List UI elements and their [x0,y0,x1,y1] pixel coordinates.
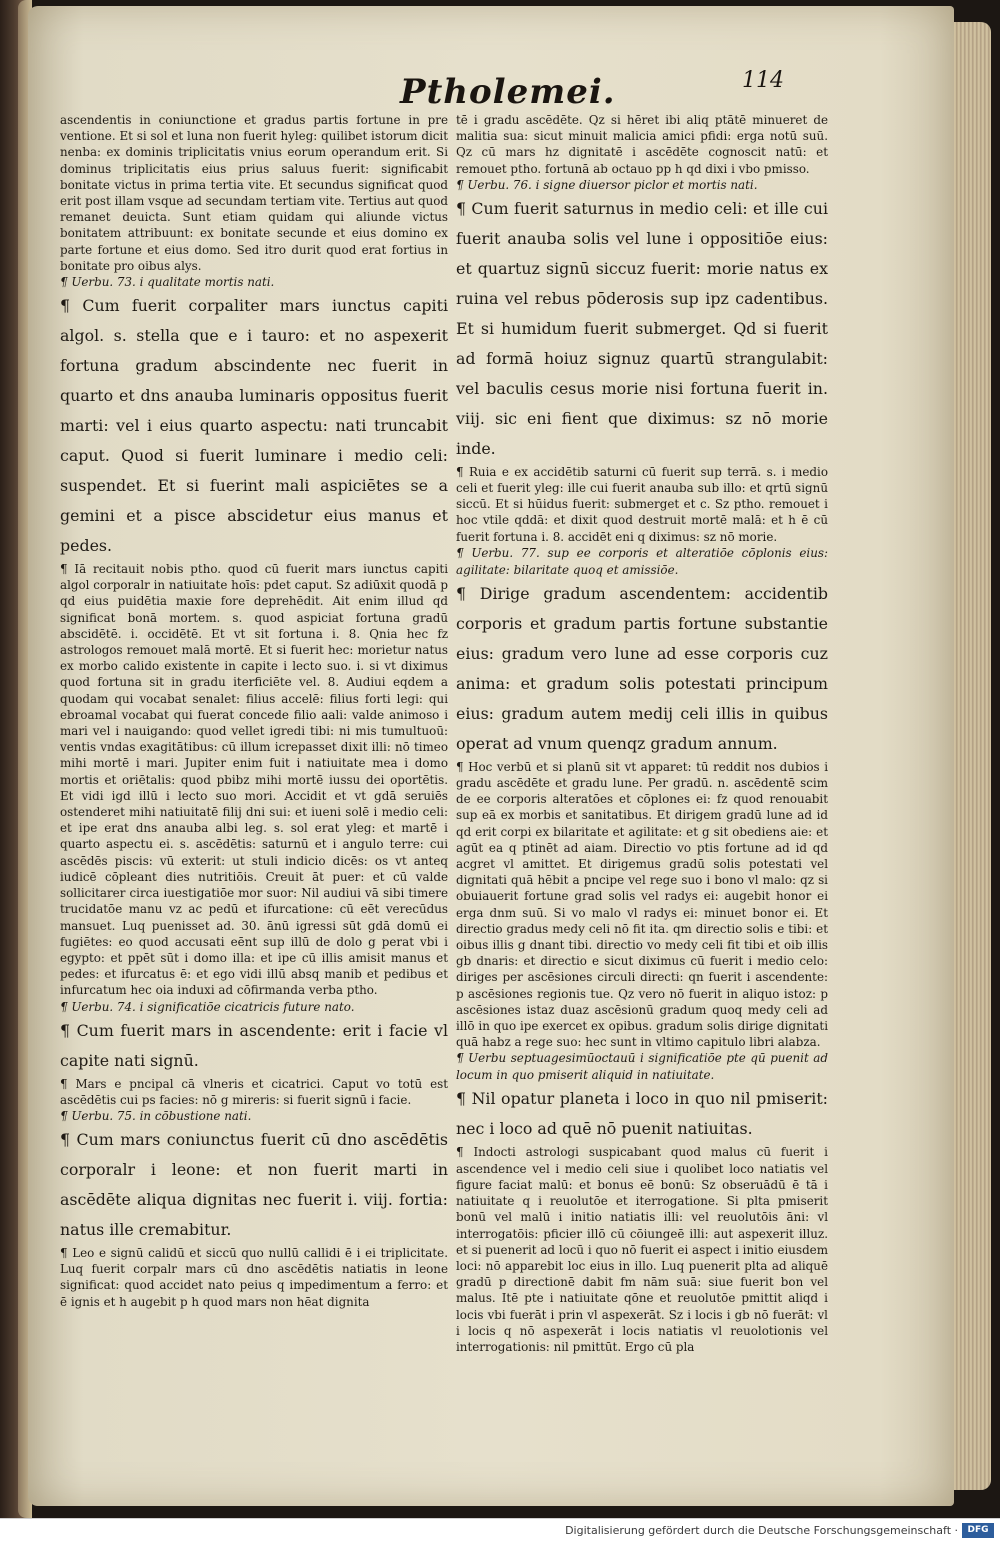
left-column-paragraph-9: ¶ Leo e signū calidū et siccū quo nullū callidi ē i ei triplicitate. Luq fuerit corpalr mars cū dno ascēdētis natiatis in leone significat: quod accidet nato peius q impedimentum a ferro: et ē ignis et h augebit p h quod mars non hēat dignita [60,1245,448,1309]
right-column-paragraph-6: ¶ Hoc verbū et si planū sit vt apparet: tū reddit nos dubios i gradu ascēdēte et gradu lune. Per gradū. n. ascēdentē scim de ee corporis alteratōes et cōplones ei: fz quod renouabit sup eā ex morbis et sanitatibus. Et dirigem gradū lune ad id qd erit corpi ex bilaritate et agilitate: et g sit obediens aie: et agūt ea q ptinēt ad aiam. Directio vo ptis fortune ad id qd acgret vl amittet. Et dirigemus gradū solis potestati vel dignitati quā hēbit a pncipe vel rege suo i bono vl malo: qz si obuiauerit fortune grad solis vel radys ei: augebit honor ei erga dnm suū. Si vo malo vl radys ei: minuet bonor ei. Et directio gradus medy celi nō fit ita. qm directio solis e tibi: et oibus illis g dnant tibi. directio vo medy celi fit tibi et oib illis gb dnaris: et directio e sicut diximus cū fuerit i medio celo: diriges per ascēsiones circuli directi: qn fuerit i ascendente: p ascēsiones regionis tue. Qz vero nō fuerit in aliquo istoz: p ascēsiones istaz duaz ascēsionū gradum quoq medy celi ad illō in quo ipe exercet ex opibus. gradum solis dirige dignitati quā habz a rege suo: hec sunt in vltimo capitulo libri alabza. [456,759,828,1050]
left-column-paragraph-8: ¶ Cum mars coniunctus fuerit cū dno ascēdētis corporalr i leone: et non fuerit marti in ascēdēte aliqua dignitas nec fuerit i. viij. fortia: natus ille cremabitur. [60,1129,448,1239]
right-column [456,112,828,1354]
right-column-heading-1: ¶ Uerbu. 76. i signe diuersor piclor et mortis nati. [456,177,758,192]
left-column-paragraph-5: ¶ Cum fuerit mars in ascendente: erit i facie vl capite nati signū. [60,1020,448,1070]
right-column-heading-7: ¶ Uerbu septuagesimūoctauū i significatiōe pte qū puenit ad locum in quo pmiserit aliquid in natiuitate. [456,1051,828,1083]
page-edges [953,22,991,1490]
right-column-paragraph-8: ¶ Nil opatur planeta i loco in quo nil pmiserit: nec i loco ad quē nō puenit natiuitas. [456,1089,828,1139]
left-column-paragraph-6: ¶ Mars e pncipal cā vlneris et cicatrici. Caput vo totū est ascēdētis cui ps facies: nō g mireris: si fuerit signū i facie. [60,1076,448,1107]
dfg-logo: DFG [962,1523,994,1538]
footer-bar [0,1518,1000,1543]
left-column-heading-1: ¶ Uerbu. 73. i qualitate mortis nati. [60,275,275,290]
left-column [60,112,448,1322]
left-column-heading-7: ¶ Uerbu. 75. in cōbustione nati. [60,1108,252,1123]
left-column-heading-4: ¶ Uerbu. 74. i significatiōe cicatricis future nato. [60,999,355,1014]
footer-credit: Digitalisierung gefördert durch die Deutsche Forschungsgemeinschaft · [565,1524,958,1537]
folio-number: 114 [742,68,784,93]
running-head: Ptholemei. [400,72,616,112]
right-column-paragraph-9: ¶ Indocti astrologi suspicabant quod malus cū fuerit i ascendence vel i medio celi siue i quolibet loco natiatis vel figure faciat malū: et bonus eē bonū: Sz obseruādū ē tā i natiuitate q i reuolutōe et iterrogatione. Si plta pmiserit bonū vel malū i initio natiatis illi: vel reuolutōis āni: vl interrogatōis: pficier illō cū cōiungeē illi: aut aspexerit illuz. et si puenerit ad locū i quo nō fuerit ei aspect i initio eiusdem loci: nō apparebit loc eius in illo. Luq puenerit plta ad aliquē gradū p directionē dabit fm nām suā: siue fuerit bon vel malus. Itē pte i natiuitate qōne et reuolutōe pmittit aliqd i locis vbi fuerāt i prin vl aspexerāt. Sz i locis i gb nō fuerāt: vl i locis q nō aspexerāt i locis natiatis vl reuolotionis vel interrogationis: nil pmittūt. Ergo cū pla [456,1145,828,1354]
left-column-paragraph-2: ¶ Cum fuerit corpaliter mars iunctus capiti algol. s. stella que e i tauro: et no aspexerit fortuna gradum abscindente nec fuerit in quarto et dns anauba luminaris oppositus fuerit marti: vel i eius quarto aspectu: nati truncabit caput. Quod si fuerit luminare i medio celi: suspendet. Et si fuerint mali aspiciētes se a gemini et a pisce abscidetur eius manus et pedes. [60,296,448,556]
right-column-heading-4: ¶ Uerbu. 77. sup ee corporis et alteratiōe cōplonis eius: agilitate: bilaritate quoq et amissiōe. [456,545,828,577]
right-column-paragraph-3: ¶ Ruia e ex accidētib saturni cū fuerit sup terrā. s. i medio celi et fuerit yleg: ille cui fuerit anauba sub illo: et qrtū signū siccū. Et si hūidus fuerit: submerget et c. Sz ptho. remouet i hoc vtile qddā: et dixit quod destruit mortē malā: et h ē cū fuerit fortuna i. 8. accidēt eni q diximus: sz nō morie. [456,464,828,544]
right-column-paragraph-5: ¶ Dirige gradum ascendentem: accidentib corporis et gradum partis fortune substantie eius: gradum vero lune ad esse corporis cuz anima: et gradum solis potestati principum eius: gradum autem medij celi illis in quibus operat ad vnum quenqz gradum annum. [456,583,828,753]
right-column-paragraph-2: ¶ Cum fuerit saturnus in medio celi: et ille cui fuerit anauba solis vel lune i oppositiōe eius: et quartuz signū siccuz fuerit: morie natus ex ruina vel rebus pōderosis sup ipz cadentibus. Et si humidum fuerit submerget. Qd si fuerit ad formā hoiuz signuz quartū strangulabit: vel baculis cesus morie nisi fortuna fuerit in. viij. sic eni fient que diximus: sz nō morie inde. [456,198,828,458]
left-column-paragraph-3: ¶ Iā recitauit nobis ptho. quod cū fuerit mars iunctus capiti algol corporalr in natiuitate hoīs: pdet caput. Sz adiūxit quodā p qd eius puidētia maxie fore deprehēdit. Ait enim illud qd significat bonā mortem. s. quod aspiciat fortuna gradū abscidētē. i. occidētē. Et vt sit fortuna i. 8. Qnia hec fz astrologos remouet malā mortē. Et si fuerit hec: morietur natus ex morbo calido existente in capite i lecto suo. i. si vt diximus quod fortuna sit in gradu iterficiēte vel. 8. Audiui eqdem a quodam qui vocabat senalet: filius accelē: filius forti legi: qui ebroamal vocabat qui fuerat concede filio aali: valde animoso i mari vel i nauigando: quod vellet igredi tibi: ni mis tumultuoū: ventis vndas exagitātibus: cū illum icrepasset dixit illi: nō timeo mihi mortē i mari. Jupiter enim fuit i natiuitate mea i domo mortis et oriētalis: quod pbibz mihi mortē iussu dei oportētis. Et vidi igd illū i lecto suo mori. Accidit et vt gdā seruiēs ostenderet mihi natiuitatē filij dni sui: et iueni solē i medio celi: et ipe erat dns anauba albi leg. s. sol erat yleg: et martē i quarto aspectu ei. s. ascēdētis: saturnū et i angulo terre: cui ascēdēs piscis: vū exterit: ut stuli indicio dicēs: os vt anteq iudicē cōpleant dies nutritiōis. Creuit āt puer: et cū valde sollicitarer circa iuestigatiōe mor suor: Nil audiui vā sibi timere trucidatōe manu vz ac pedū et ifurcatione: cū eēt verecūdus mansuet. Luq puenisset ad. 30. ānū igressi sūt gdā domū ei fugiētes: eo quod accusati eēnt sup illū de dolo g perat vbi i egypto: et ppēt sūt i domo illa: et ipe cū illis amisit manus et pedes: et ifurcatus ē: et ego vidi illū absq manib et pedibus et infurcatum hec oia induxi ad cōfirmanda verba ptho. [60,562,448,998]
left-column-paragraph-0: ascendentis in coniunctione et gradus partis fortune in pre ventione. Et si sol et luna non fuerit hyleg: quilibet istorum dicit nenba: ex dominis triplicitatis vnius eorum operandum erit. Si dominus triplicitatis eius prius saluus fuerit: significabit bonitate victus in prima tertia vite. Et secundus significat quod erit post illam vsque ad secundam tertiam vite. Tertius aut quod remanet deuicta. Sunt etiam quidam qui aliunde victus bonitatem attribuunt: ex bonitate secunde et eius domino ex parte fortune et eius domo. Sed itro durit quod erat fortius in bonitate pro oibus alys. [60,113,448,273]
right-column-paragraph-0: tē i gradu ascēdēte. Qz si hēret ibi aliq ptātē minueret de malitia sua: sicut minuit malicia amici pfidi: erga notū suū. Qz cū mars hz dignitatē i ascēdēte cognoscit natū: et remouet ptho. fortunā ab octauo pp h qd dixi i vbo pmisso. [456,113,828,176]
